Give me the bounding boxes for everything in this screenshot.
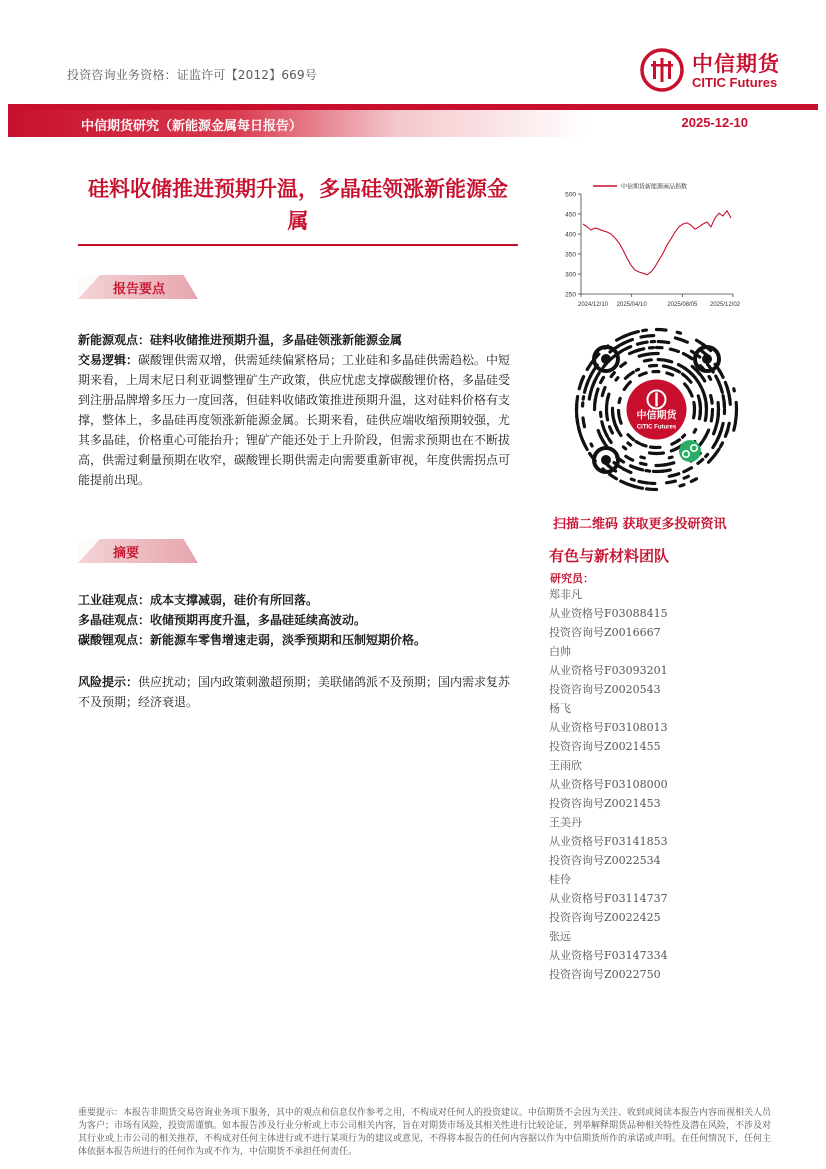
logo-chinese-name: 中信期货 [692,52,780,76]
qr-dot-segment [657,330,667,331]
member-license: 从业资格号F03114737 [549,892,668,905]
qr-dot-segment [663,465,667,466]
view-text: 硅料收储推进预期升温，多晶硅领涨新能源金属 [150,333,403,347]
member-name: 郑非凡 [549,588,582,601]
member-license: 从业资格号F03088415 [549,607,668,620]
qr-dot-segment [669,457,672,458]
chart-y-tick-label: 400 [565,231,576,239]
qr-dot-segment [631,466,636,468]
logic-text: 碳酸锂供需双增，供需延续偏紧格局；工业硅和多晶硅供需趋松。中短期来看，上周末尼日利亚调整锂矿生产政策，供应忧虑支撑碳酸锂价格，多晶硅受到注册品牌增多压力一度回落，但硅料收储政策推进预期升温，这对硅料价格有支撑，整体上，多晶硅再度领涨新能源金属。长期来看，硅供应端收缩预期较强，尤其多晶硅，价格重心可能抬升；锂矿产能还处于上升阶段，但需求预期也在不断拔高，供需过剩量预期在收窄，碳酸锂长期供需走向需要重新审视，年度供需拐点可能提前出现。 [78,353,511,487]
qr-dot-segment [582,438,584,444]
qr-dot-segment [680,485,684,486]
member-consult-id: 投资咨询号Z0022750 [549,968,661,981]
summary-item [78,610,518,630]
report-headline: 硅料收储推进预期升温，多晶硅领涨新能源金属 [88,177,508,233]
qr-dot-segment [684,476,688,478]
qr-dot-segment [667,373,673,375]
qr-dot-segment [641,457,645,458]
qr-dot-segment [639,481,648,483]
summary-label: 多晶硅观点： [78,613,151,627]
qr-dot-segment [637,369,639,370]
member-consult-id: 投资咨询号Z0022425 [549,911,661,924]
wechat-mini-program-code[interactable] [570,323,743,496]
qr-dot-segment [734,389,735,391]
citic-futures-logo [640,44,805,96]
section-tag-key-points [78,275,198,299]
qr-dot-segment [596,389,598,396]
report-series-title: 中信期货研究（新能源金属每日报告） [81,119,303,134]
summary-body [78,590,518,650]
member-consult-id: 投资咨询号Z0016667 [549,626,661,639]
member-license: 从业资格号F03147334 [549,949,668,962]
section-tag-summary [78,539,198,563]
section-label: 摘要 [113,546,140,561]
section-label: 报告要点 [113,282,166,297]
qr-dot-segment [711,410,712,421]
summary-item [78,590,518,610]
qr-dot-segment [591,444,592,446]
member-name: 王美丹 [549,816,582,829]
summary-text: 成本支撑减弱，硅价有所回落。 [150,593,319,607]
qr-dot-segment [694,430,696,433]
member-consult-id: 投资咨询号Z0021453 [549,797,661,810]
member-license: 从业资格号F03093201 [549,664,668,677]
logic-label: 交易逻辑： [78,353,139,367]
qr-finder-dot [601,455,611,465]
team-title: 有色与新材料团队 [549,547,670,565]
team-role-label: 研究员： [550,572,594,585]
qr-dot-segment [709,460,711,462]
qr-dot-segment [725,430,727,436]
qr-dot-segment [608,466,610,467]
trade-logic [78,350,518,490]
chart-x-tick-label: 2025/12/02 [709,302,741,308]
member-name: 白帅 [549,645,571,658]
index-chart [553,176,763,314]
qr-dot-segment [665,360,672,362]
qr-dot-segment [641,336,646,337]
summary-label: 工业硅观点： [78,593,151,607]
index-chart-svg [553,176,763,314]
summary-label: 碳酸锂观点： [78,633,151,647]
summary-text: 收储预期再度升温，多晶硅延续高波动。 [150,613,367,627]
qr-dot-segment [667,481,676,483]
qr-dot-segment [711,396,712,404]
report-date: 2025-12-10 [681,115,748,130]
new-energy-view [78,330,518,350]
qualification-text: 投资咨询业务资格：证监许可【2012】669号 [67,68,318,82]
qr-dot-segment [636,442,639,444]
chart-legend-label: 中信期货新能源商品指数 [621,183,688,191]
member-name: 杨飞 [549,702,571,715]
qr-dot-segment [631,479,634,480]
chart-y-tick-label: 350 [565,251,576,259]
member-name: 王雨欣 [549,759,582,772]
disclaimer-text: 重要提示：本报告非期货交易咨询业务项下服务，其中的观点和信息仅作参考之用，不构成对任何人的投资建议。中信期货不会因为关注、收到或阅读本报告内容而视相关人员为客户；市场有风险，投资需谨慎。如本报告涉及行业分析或上市公司相关内容，旨在对期货市场及其相关性进行比较论证，列举解释期货品种相关特性及潜在风险，不涉及对其行业或上市公司的相关推荐，不构成对任何主体进行或不进行某项行为的建议或意见，不得将本报告的任何内容据以作为中信期货所作的承诺或声明。在任何情况下，任何主体依据本报告所进行的任何作为或不作为，中信期货不承担任何责任。 [78,1108,772,1157]
qr-dot-segment [709,377,711,380]
qr-dot-segment [690,357,693,359]
qr-dot-segment [605,432,607,437]
qr-dot-segment [609,439,612,443]
summary-item [78,630,518,650]
chart-y-tick-label: 250 [565,291,576,299]
member-license: 从业资格号F03141853 [549,835,668,848]
qr-center-logo-bar [655,393,657,407]
member-consult-id: 投资咨询号Z0022534 [549,854,661,867]
team-member-list [549,585,779,984]
qr-dot-segment [671,449,676,451]
mini-program-icon [679,440,701,462]
qr-dot-segment [619,398,620,402]
member-consult-id: 投资咨询号Z0020543 [549,683,661,696]
member-license: 从业资格号F03108013 [549,721,668,734]
qr-dot-segment [641,463,647,464]
qr-dot-segment [650,365,657,366]
qr-caption: 扫描二维码 获取更多投研资讯 [553,517,727,532]
member-name: 桂伶 [549,873,571,886]
qr-dot-segment [616,378,618,380]
chart-y-tick-label: 300 [565,271,576,279]
chart-x-tick-label: 2025/08/05 [667,302,698,308]
qr-dot-segment [636,349,644,351]
qr-dot-segment [735,410,736,423]
qr-dot-segment [677,332,680,333]
qr-dot-segment [612,408,613,416]
logo-english-name: CITIC Futures [692,75,778,90]
qr-dot-segment [623,447,625,449]
qr-dot-segment [643,330,647,331]
member-consult-id: 投资咨询号Z0021455 [549,740,661,753]
chart-x-tick-label: 2025/04/10 [616,302,647,308]
citic-logo-icon [640,48,684,92]
qr-dot-segment [683,435,685,437]
risk-text: 供应扰动；国内政策刺激超预期；美联储鸽派不及预期；国内需求复苏不及预期；经济衰退。 [78,675,511,709]
qr-dot-segment [650,453,657,454]
qr-center-en: CITIC Futures [636,424,677,431]
risk-label: 风险提示： [78,675,139,689]
qr-dot-segment [583,418,585,427]
view-label: 新能源观点： [78,333,151,347]
qr-dot-segment [646,353,658,354]
chart-y-tick-label: 500 [565,191,576,199]
qr-dot-segment [729,396,730,405]
headline-divider [78,244,518,246]
qr-dot-segment [706,454,708,456]
qr-dot-segment [734,423,736,430]
report-header-band [8,104,818,137]
member-name: 张远 [549,930,571,943]
risk-warning [78,672,518,712]
chart-series-line [583,211,731,275]
qr-finder-dot [601,354,611,364]
qr-dot-segment [694,410,695,418]
qr-dot-segment [608,394,609,399]
qr-finder-dot [702,354,712,364]
qr-dot-segment [638,342,648,344]
qr-dot-segment [677,370,680,372]
qr-dot-segment [642,445,647,447]
qr-dot-segment [646,471,650,472]
qr-center-cn: 中信期货 [636,410,677,422]
qr-dot-segment [721,443,723,447]
qr-dot-segment [581,377,583,382]
key-points-body [78,330,518,490]
chart-y-tick-label: 450 [565,211,576,219]
qr-dot-segment [694,403,695,410]
qr-dot-segment [644,360,651,361]
qr-dot-segment [577,397,578,410]
qr-dot-segment [628,443,631,445]
member-license: 从业资格号F03108000 [549,778,668,791]
qr-dot-segment [593,380,595,386]
chart-x-tick-label: 2024/12/10 [577,302,609,308]
summary-text: 新能源车零售增速走弱，淡季预期和压制短期价格。 [150,633,427,647]
qr-dot-segment [658,342,669,343]
